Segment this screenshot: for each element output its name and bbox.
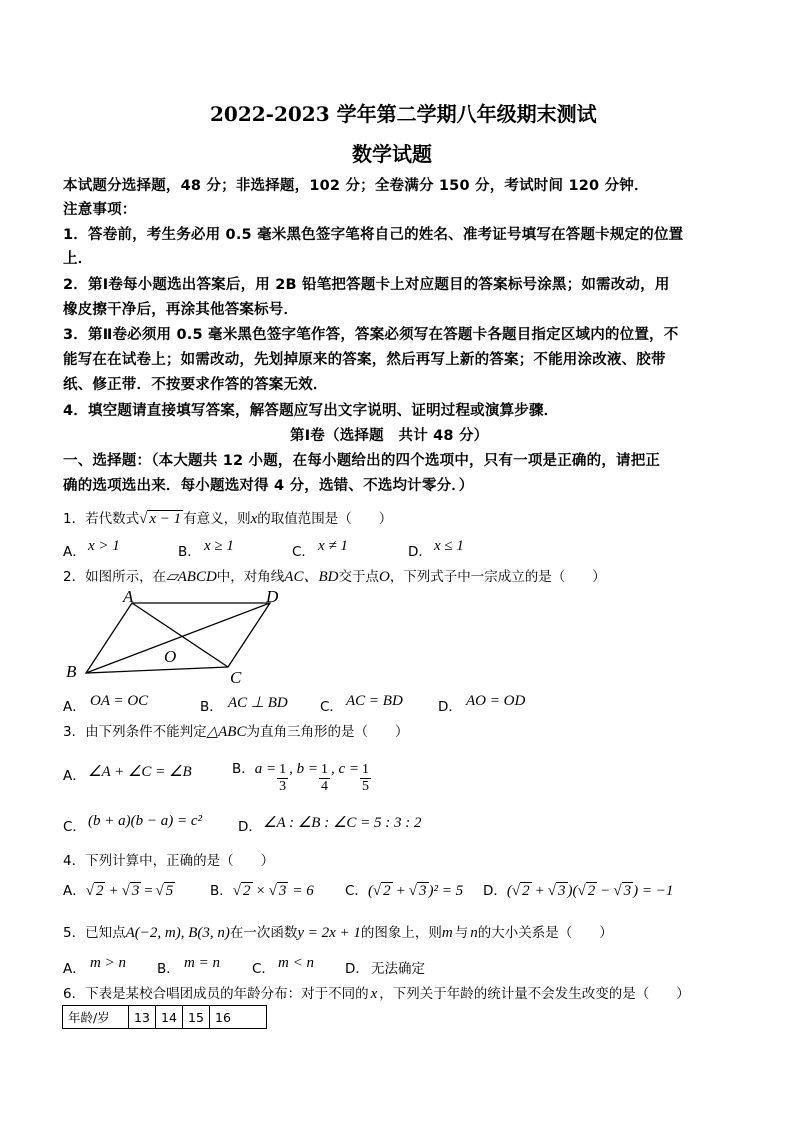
center-label-o: O (164, 647, 177, 666)
q4-option-a-label: A． (63, 883, 86, 899)
part-heading: 一、选择题：（本大题共 12 小题，在每小题给出的四个选项中，只有一项是正确的，请把正 (63, 453, 661, 469)
q3-option-b-label: B． (232, 761, 255, 777)
q5-option-c: m < n (278, 955, 314, 971)
parallelogram-symbol: ▱ABCD (166, 569, 217, 585)
vertex-label-b: B (66, 662, 77, 681)
question-5 (63, 921, 613, 942)
q2-stem: 2．如图所示，在 (63, 569, 167, 585)
q1-stem: 有意义，则 (183, 511, 251, 527)
table-row (63, 1006, 267, 1029)
q5-option-d: 无法确定 (371, 961, 425, 977)
fraction-one-fourth: $\frac{1}{4}$ (321, 762, 329, 794)
q6-stem: 6．下表是某校合唱团成员的年龄分布：对于不同的 (63, 986, 369, 1002)
q1-option-a: x > 1 (88, 538, 120, 554)
fraction-one-third: $\frac{1}{3}$ (279, 762, 287, 794)
note-line: 4．填空题请直接填写答案，解答题应写出文字说明、证明过程或演算步骤． (63, 403, 559, 419)
table-cell: 15 (183, 1006, 210, 1029)
eq-part: a = (254, 761, 277, 777)
q1-option-d: x ≤ 1 (434, 538, 464, 554)
linear-function: y = 2x + 1 (297, 925, 361, 941)
note-line: 纸、修正带．不按要求作答的答案无效． (63, 377, 328, 393)
q1-option-b-label: B． (178, 544, 201, 560)
q2-stem: 交于点 (338, 569, 379, 585)
q2-stem: 中，对角线 (216, 569, 285, 585)
q5-option-a: m > n (90, 955, 126, 971)
q3-option-c-label: C． (63, 819, 86, 835)
q3-stem: 3．由下列条件不能判定 (63, 724, 207, 740)
eq-part: , b = (289, 761, 319, 777)
note-line: 能写在在试卷上；如需改动，先划掉原来的答案，然后再写上新的答案；不能用涂改液、胶带 (63, 352, 666, 368)
question-4: 4．下列计算中，正确的是（ ） (63, 853, 275, 869)
q4-option-c: C． (√ 2 + √ 3 )² = 5 (345, 879, 463, 900)
q2-option-a: OA = OC (90, 693, 149, 709)
page-subtitle: 数学试题 (352, 142, 432, 166)
q5-stem: 5．已知点 (63, 925, 126, 941)
diagonal-ac (132, 603, 228, 667)
variable-m: m (441, 925, 453, 941)
note-line: 1．答卷前，考生务必用 0.5 毫米黑色签字笔将自己的姓名、准考证号填写在答题卡规定的位置 (63, 227, 684, 243)
sqrt-expression: √ x − 1 (139, 511, 182, 527)
q5-option-d-label: D． (345, 961, 369, 977)
q3-option-b (232, 752, 372, 795)
q6-stem: ，下列关于年龄的统计量不会发生改变的是（ ） (379, 986, 690, 1002)
intro-text: 本试题分选择题，48 分；非选择题，102 分；全卷满分 150 分，考试时间 120 分钟． (63, 178, 649, 194)
q3-option-d: ∠A : ∠B : ∠C = 5 : 3 : 2 (263, 815, 422, 831)
q3-option-c: (b + a)(b − a) = c² (88, 813, 203, 829)
diagonals: AC、BD (284, 569, 339, 585)
q2-option-b-label: B． (200, 699, 223, 715)
note-line: 3．第Ⅱ卷必须用 0.5 毫米黑色签字笔作答，答案必须写在答题卡各题目指定区域内的位置，不 (63, 327, 679, 343)
q1-option-c-label: C． (292, 544, 315, 560)
q5-option-a-label: A． (63, 961, 86, 977)
section-heading: 第Ⅰ卷（选择题 共计 48 分） (290, 428, 489, 444)
q4-option-b-label: B． (210, 883, 233, 899)
vertex-label-c: C (230, 668, 242, 685)
q2-option-c: AC = BD (346, 693, 403, 709)
page-title: 2022-2023 学年第二学期八年级期末测试 (210, 102, 597, 126)
table-cell: 16 (210, 1006, 267, 1029)
note-line: 橡皮擦干净后，再涂其他答案标号． (63, 302, 299, 318)
q4-option-b: B． √ 2 × √ 3 = 6 (210, 879, 314, 900)
q4-option-c-label: C． (345, 883, 368, 899)
vertex-label-d: D (266, 587, 279, 606)
question-1 (63, 507, 392, 528)
fraction-one-fifth: $\frac{1}{5}$ (362, 762, 370, 794)
q2-option-d-label: D． (438, 699, 462, 715)
variable-n: n (470, 925, 478, 941)
points: A(−2, m), B(3, n) (125, 925, 230, 941)
radicand: x − 1 (149, 511, 182, 527)
q1-option-c: x ≠ 1 (318, 538, 348, 554)
table-cell: 13 (129, 1006, 156, 1029)
eq-part: , c = (331, 761, 360, 777)
q4-option-d: D． (√ 2 + √ 3 )(√ 2 − √ 3 ) = −1 (483, 879, 673, 900)
q1-option-b: x ≥ 1 (204, 538, 234, 554)
q5-stem: 的大小关系是（ ） (477, 925, 613, 941)
q1-option-d-label: D． (408, 544, 432, 560)
q5-option-b-label: B． (157, 961, 180, 977)
q4-option-d-label: D． (483, 883, 507, 899)
q1-stem: 1．若代数式 (63, 511, 140, 527)
q5-option-c-label: C． (252, 961, 275, 977)
table-cell: 14 (156, 1006, 183, 1029)
q2-stem: ，下列式子中一宗成立的是（ ） (389, 569, 606, 585)
q5-option-b: m = n (184, 955, 220, 971)
question-3 (63, 720, 408, 741)
note-line: 2．第Ⅰ卷每小题选出答案后，用 2B 铅笔把答题卡上对应题目的答案标号涂黑；如需改动，用 (63, 277, 670, 293)
q3-option-a-label: A． (63, 768, 86, 784)
q3-option-d-label: D． (238, 819, 262, 835)
q1-option-a-label: A． (63, 544, 86, 560)
question-2 (63, 565, 606, 586)
q3-option-a: ∠A + ∠C = ∠B (88, 764, 192, 780)
q5-stem: 在一次函数 (229, 925, 298, 941)
age-distribution-table (62, 1005, 267, 1029)
q2-option-b: AC ⊥ BD (228, 695, 288, 711)
q2-option-a-label: A． (63, 699, 86, 715)
notes-heading: 注意事项： (63, 202, 137, 218)
q1-stem: 的取值范围是（ ） (257, 511, 393, 527)
q3-stem: 为直角三角形的是（ ） (246, 724, 409, 740)
q2-option-c-label: C． (320, 699, 343, 715)
diagonal-bd (86, 603, 270, 673)
parallelogram-figure (60, 585, 300, 685)
note-line: 上． (63, 251, 93, 267)
variable: x (250, 511, 258, 527)
q2-option-d: AO = OD (466, 693, 526, 709)
q5-stem: 与 (454, 925, 469, 941)
part-heading: 确的选项选出来．每小题选对得 4 分，选错、不选均计零分．） (63, 478, 474, 494)
triangle-abc: △ABC (206, 724, 247, 740)
variable-x: x (370, 986, 378, 1002)
table-header-cell: 年龄/岁 (63, 1006, 129, 1029)
q4-option-a: A． √ 2 + √ 3 = √ 5 (63, 879, 175, 900)
q5-stem: 的图象上，则 (360, 925, 442, 941)
question-6 (63, 982, 690, 1003)
point-o: O (378, 569, 390, 585)
vertex-label-a: A (123, 587, 134, 606)
